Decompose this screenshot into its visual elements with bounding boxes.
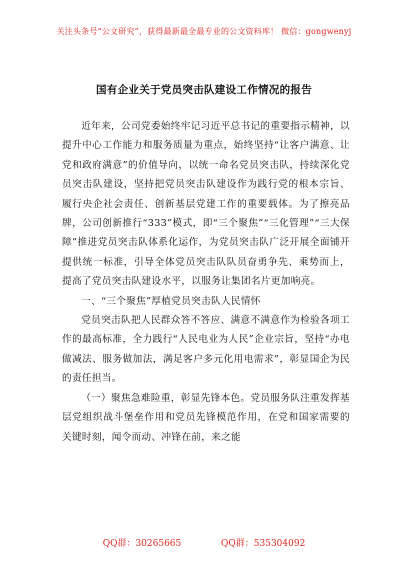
section-heading: 一、“三个聚焦”厚植党员突击队人民情怀 bbox=[81, 295, 261, 307]
document-title: 国有企业关于党员突击队建设工作情况的报告 bbox=[96, 84, 312, 96]
footer-qq-group-2: QQ群：535304092 bbox=[221, 539, 306, 549]
paragraph-section-1: 党员突击队把人民群众答不答应、满意不满意作为检验各项工作的最高标准，全力践行“人民电业为人民”企业宗旨，坚持“办电做减法、服务做加法，满足客户多元化用电需求”，彰显国企为民的责任担当。 bbox=[62, 315, 350, 385]
footer-contact bbox=[0, 536, 408, 549]
top-banner: 关注头条号“公文研究”，获得最新最全最专业的公文资料库！ 微信：gongwenyj bbox=[56, 27, 352, 36]
footer-qq-group-1: QQ群：30265665 bbox=[102, 539, 182, 549]
paragraph-subsection-1: （一）聚焦急难险重，彰显先锋本色。党员服务队注重发挥基层党组织战斗堡垒作用和党员先锋模范作用，在党和国家需要的关键时刻，闻令而动、冲锋在前，来之能 bbox=[62, 392, 350, 443]
paragraph-intro: 近年来，公司党委始终牢记习近平总书记的重要指示精神，以提升中心工作能力和服务质量为重点，始终坚持“让客户满意、让党和政府满意”的价值导向，以统一命名党员突击队，持续深化党员突击队建设，坚持把党员突击队建设作为践行党的根本宗旨、履行央企社会责任、创新基层党建工作的重要载体。为了擦亮品牌，公司创新推行“333”模式，即“三个聚焦”“三化管理”“三大保障”推进党员突击队体系化运作，为党员突击队广泛开展全面铺开提供统一标准，引导全体党员突击队队员奋勇争先、乘势而上，提高了党员突击队建设水平，以服务让集团名片更加响亮。 bbox=[62, 121, 350, 288]
document-body bbox=[62, 117, 350, 447]
